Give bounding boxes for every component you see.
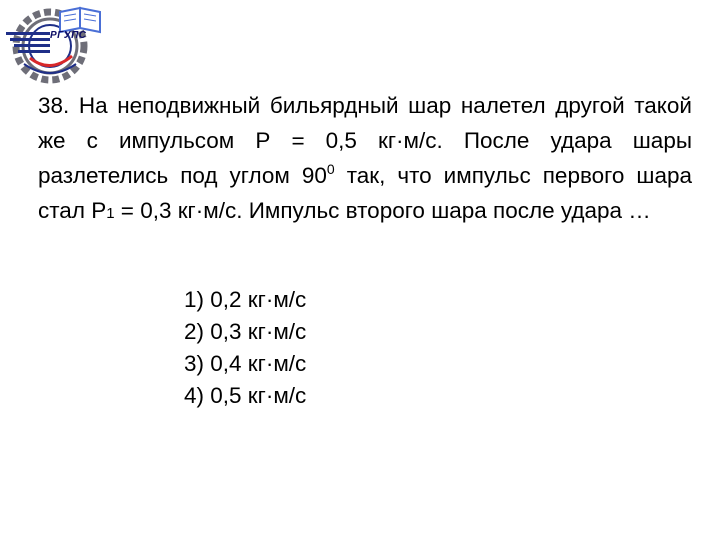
question-part-3: = 0,3 кг·м/с. Импульс второго шара после удара … xyxy=(114,198,651,223)
gear-book-emblem-icon xyxy=(4,4,104,86)
degree-superscript: 0 xyxy=(326,161,335,177)
question-part-2: так, что импульс первого шара стал Р xyxy=(38,163,692,223)
answer-option-2[interactable]: 2) 0,3 кг·м/с xyxy=(184,319,307,344)
answer-options xyxy=(184,284,306,412)
answer-option-3[interactable]: 3) 0,4 кг·м/с xyxy=(184,351,307,376)
momentum-subscript: 1 xyxy=(106,205,115,222)
question-part-1: 38. На неподвижный бильярдный шар налетел другой такой же с импульсом Р = 0,5 кг·м/с. После удара шары разлетелись под углом 90 xyxy=(38,93,692,188)
answer-option-4[interactable]: 4) 0,5 кг·м/с xyxy=(184,383,307,408)
university-logo xyxy=(4,4,104,86)
answer-option-1[interactable]: 1) 0,2 кг·м/с xyxy=(184,287,307,312)
question-text xyxy=(38,88,692,231)
logo-text: РГУПС xyxy=(50,30,87,41)
